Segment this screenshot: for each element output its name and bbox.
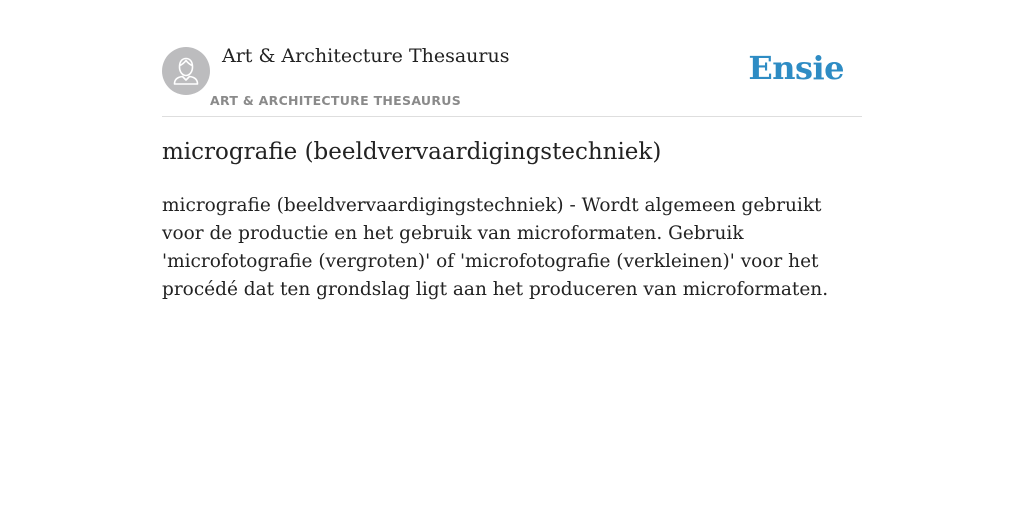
page-title: micrografie (beeldvervaardigingstechniek) (162, 139, 662, 165)
author-name[interactable]: Art & Architecture Thesaurus (222, 45, 510, 67)
author-header (162, 0, 862, 117)
definition-text: micrografie (beeldvervaardigingstechniek) - Wordt algemeen gebruikt voor de productie en het gebruik van microformaten. Gebruik 'microfotografie (vergroten)' of 'microfotografie (verkleinen)' voor het procédé dat ten grondslag ligt aan het produceren van microformaten. (162, 195, 829, 300)
page-container (162, 0, 862, 300)
user-icon (162, 47, 210, 95)
author-avatar[interactable] (162, 47, 210, 95)
author-category-label[interactable]: ART & ARCHITECTURE THESAURUS (210, 93, 462, 108)
ensie-logo[interactable]: Ensie (748, 49, 844, 87)
